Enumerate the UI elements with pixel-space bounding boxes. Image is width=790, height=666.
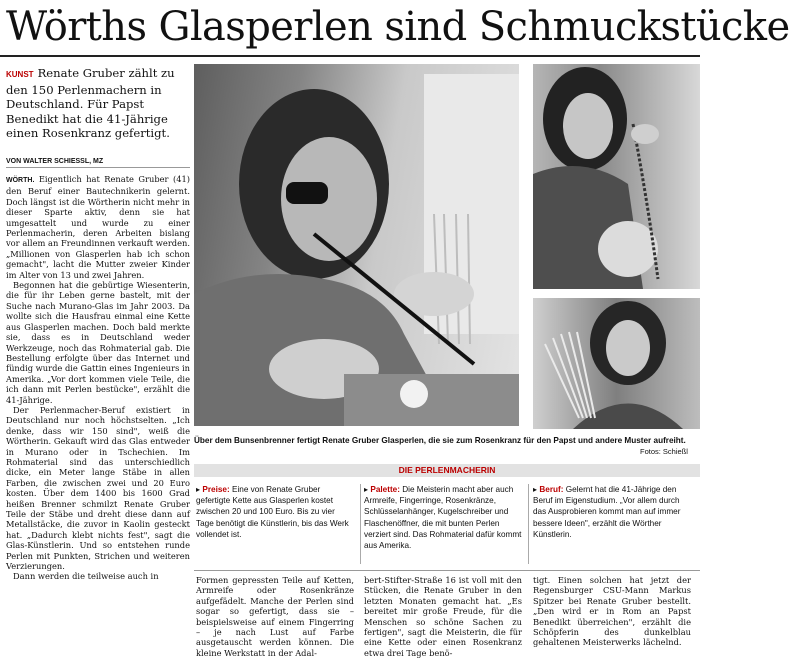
fact-divider [360,484,361,564]
dateline: WÖRTH. [6,177,35,184]
photo-credit: Fotos: Schießl [640,447,688,456]
fact-item: ▸ Beruf: Gelernt hat die 41-Jährige den Beruf im Eigenstudium. „Vor allem durch das Ausprobieren kommt man auf immer bessere Ideen", erzählt die Wörther Künstlerin. [533,485,681,539]
body-paragraph-1: Eigentlich hat Renate Gruber (41) den Beruf einer Bautechnikerin gelernt. Doch längst ist die Wörtherin nicht mehr in dieser Sparte aktiv, denn sie hat umgesattelt und wurde zu einer Perlenmacherin, deren Arbeiten bislang vor allem an Freundinnen verkauft werden. „Millionen von Glasperlen hab ich schon gemacht", lacht die Mutter zweier Kinder im Alter von 13 und zwei Jahren. [6,174,190,280]
body-paragraph-2: Begonnen hat die gebürtige Wiesenterin, die für ihr Leben gerne bastelt, mit der Suche nach Murano-Glas im Jahr 2003. Da wollte sich die Hausfrau einmal eine Kette aus Glasperlen machen. Doch bald merkte sie, dass es in Deutschland weder Werkzeuge, noch das Rohmaterial gab. Die Bestellung erfolgte über das Internet und fündig wurde die Gattin eines Ingenieurs in Amerika. „Vor dort kommen viele Teile, die ich dann mit Perlen bestücke", erzählt die 41-Jährige. [6,280,190,405]
fact-text: Gelernt hat die 41-Jährige den Beruf im Eigenstudium. „Vor allem durch das Ausprobieren kommt man auf immer bessere Ideen", erzählt die Wörther Künstlerin. [533,485,681,539]
top-right-photo [533,64,700,289]
fact-label: Preise: [202,485,230,494]
lead-text: Renate Gruber zählt zu den 150 Perlenmachern in Deutschland. Für Papst Benedikt hat die 41-Jährige einen Rosenkranz gefertigt. [6,66,175,141]
article-column-2: Formen gepressten Teile auf Ketten, Armreife oder Rosenkränze aufgefädelt. Manche der Perlen sind sogar so gefertigt, dass sie – beispielsweise auf einem Fingerring – je nach Lust auf Farbe ausgetauscht werden können. Die kleine Werkstatt in der Adal- [196,575,354,658]
fact-item: ▸ Palette: Die Meisterin macht aber auch Armreife, Fingerringe, Rosenkränze, Schlüsselanhänger, Kugelschreiber und Flaschenöffner, die mit bunten Perlen verziert sind. Das Rohmaterial dafür kommt aus Amerika. [364,485,522,551]
body-column [6,174,190,582]
article-column-4: tigt. Einen solchen hat jetzt der Regensburger CSU-Mann Markus Spitzer bei Renate Gruber bestellt. „Den wird er in Rom an Papst Benedikt überreichen", erzählt die Schöpferin des dunkelblau gehaltenen Meisterwerks lächelnd. [533,575,691,648]
body-paragraph-4: Dann werden die teilweise auch in [13,571,159,582]
fact-item: ▸ Preise: Eine von Renate Gruber gefertigte Kette aus Glasperlen kostet zwischen 20 und 100 Euro. Bis zu vier Tage benötigt die Künstlerin, bis das Werk vollendet ist. [196,485,349,539]
body-paragraph-3: Der Perlenmacher-Beruf existiert in Deutschland nur noch höchstselten. „Ich denke, dass wir 150 sind", weiß die Wörtherin. Gekauft wird das Glas entweder in Murano oder in Tschechien. Im Rohmaterial sind das unterschiedlich dicke, ein Meter lange Stäbe in allen Farben, die zwischen zwei und 20 Euro kosten. Über dem 1400 bis 1600 Grad heißen Brenner schmilzt Renate Gruber Teile der Stäbe und dreht diese dann auf Metallstäcke, die zuvor in Kaolin gesteckt hat. „Dadurch klebt nichts fest", sagt die Glas-Künstlerin. Und so entstehen runde Perlen mit Punkten, Strichen und weiteren Verzierungen. [6,404,190,572]
fact-text: Die Meisterin macht aber auch Armreife, Fingerringe, Rosenkränze, Schlüsselanhänger, Kugelschreiber und Flaschenöffner, die mit bunten Perlen verziert sind. Das Rohmaterial dafür kommt aus Amerika. [364,485,522,551]
headline-rule [0,55,700,57]
fact-text: Eine von Renate Gruber gefertigte Kette aus Glasperlen kostet zwischen 20 und 100 Euro. Bis zu vier Tage benötigt die Künstlerin, bis das Werk vollendet ist. [196,485,349,539]
byline: VON WALTER SCHIESSL, MZ [6,158,190,168]
fact-divider [528,484,529,564]
lead [6,66,190,141]
fact-label: Beruf: [539,485,564,494]
factbox-bottom-rule [194,570,700,571]
main-photo [194,64,519,426]
fact-label: Palette: [370,485,400,494]
factbox-title: DIE PERLENMACHERIN [398,465,496,475]
headline: Wörths Glasperlen sind Schmuckstücke [6,4,790,50]
photo-caption: Über dem Bunsenbrenner fertigt Renate Gruber Glasperlen, die sie zum Rosenkranz für den Papst und andere Muster aufreiht. [194,436,686,445]
lead-keyword: KUNST [6,70,34,79]
bottom-right-photo [533,298,700,429]
article-column-3: bert-Stifter-Straße 16 ist voll mit den Stücken, die Renate Gruber in den letzten Monaten gemacht hat. „Es bereitet mir große Freude, für die Menschen so schöne Sachen zu fertigen", sagt die Meisterin, die für eine Kette oder einen Rosenkranz etwa drei Tage benö- [364,575,522,658]
